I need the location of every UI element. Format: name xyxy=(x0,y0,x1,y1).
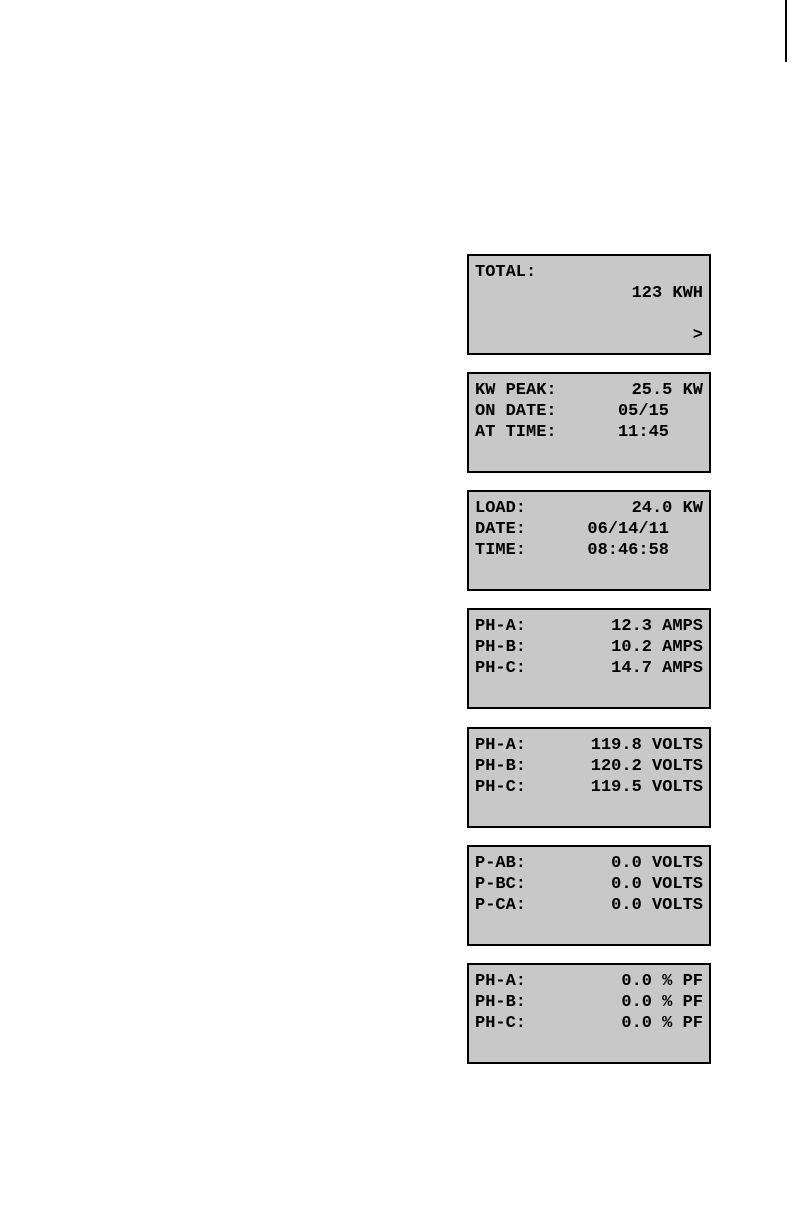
lcd-screen-line-volts xyxy=(467,845,711,946)
lcd-row xyxy=(475,401,703,422)
lcd-label: LOAD: xyxy=(475,499,527,518)
lcd-row xyxy=(475,777,703,798)
lcd-label: PH-B: xyxy=(475,993,527,1012)
lcd-row xyxy=(475,1013,703,1034)
lcd-value: 24.0 KW xyxy=(631,499,703,518)
lcd-label: PH-B: xyxy=(475,757,527,776)
lcd-value: 0.0 % PF xyxy=(621,972,703,991)
lcd-label: P-CA: xyxy=(475,896,527,915)
lcd-screen-total-kwh xyxy=(467,254,711,355)
lcd-row xyxy=(475,658,703,679)
lcd-label: TOTAL: xyxy=(475,263,537,282)
lcd-screen-load xyxy=(467,490,711,591)
lcd-row xyxy=(475,422,703,443)
lcd-value: 14.7 AMPS xyxy=(611,659,703,678)
lcd-row xyxy=(475,380,703,401)
page-edge-line xyxy=(785,0,787,62)
lcd-row xyxy=(475,756,703,777)
lcd-row xyxy=(475,325,703,346)
lcd-row xyxy=(475,540,703,561)
lcd-value: 0.0 % PF xyxy=(621,1014,703,1033)
lcd-row xyxy=(475,637,703,658)
lcd-screen-power-factor xyxy=(467,963,711,1064)
lcd-row xyxy=(475,519,703,540)
lcd-label: PH-A: xyxy=(475,736,527,755)
lcd-row xyxy=(475,283,703,304)
lcd-value: 25.5 KW xyxy=(631,381,703,400)
lcd-value: 0.0 VOLTS xyxy=(611,896,703,915)
lcd-row xyxy=(475,735,703,756)
lcd-row xyxy=(475,262,703,283)
lcd-label: PH-B: xyxy=(475,638,527,657)
lcd-label: PH-C: xyxy=(475,659,527,678)
lcd-value: 119.5 VOLTS xyxy=(590,778,703,797)
next-arrow-indicator: > xyxy=(692,326,703,345)
lcd-row xyxy=(475,971,703,992)
lcd-label: PH-A: xyxy=(475,972,527,991)
lcd-label: AT TIME: xyxy=(475,423,557,442)
lcd-label: ON DATE: xyxy=(475,402,557,421)
lcd-value: 05/15 xyxy=(617,402,669,421)
lcd-label: KW PEAK: xyxy=(475,381,557,400)
lcd-value: 08:46:58 xyxy=(587,541,669,560)
lcd-value: 120.2 VOLTS xyxy=(590,757,703,776)
lcd-row xyxy=(475,616,703,637)
lcd-label: PH-C: xyxy=(475,1014,527,1033)
lcd-screen-kw-peak xyxy=(467,372,711,473)
lcd-screen-amps xyxy=(467,608,711,709)
lcd-row xyxy=(475,992,703,1013)
lcd-row xyxy=(475,498,703,519)
lcd-label: P-AB: xyxy=(475,854,527,873)
lcd-value: 12.3 AMPS xyxy=(611,617,703,636)
lcd-screen-phase-volts xyxy=(467,727,711,828)
lcd-label: PH-A: xyxy=(475,617,527,636)
lcd-value: 0.0 VOLTS xyxy=(611,854,703,873)
lcd-label: TIME: xyxy=(475,541,527,560)
lcd-value: 0.0 VOLTS xyxy=(611,875,703,894)
lcd-label: DATE: xyxy=(475,520,527,539)
lcd-value: 0.0 % PF xyxy=(621,993,703,1012)
lcd-value: 11:45 xyxy=(617,423,669,442)
lcd-label: PH-C: xyxy=(475,778,527,797)
lcd-label: P-BC: xyxy=(475,875,527,894)
lcd-value: 06/14/11 xyxy=(587,520,669,539)
lcd-row xyxy=(475,874,703,895)
lcd-value: 119.8 VOLTS xyxy=(590,736,703,755)
lcd-value: 10.2 AMPS xyxy=(611,638,703,657)
lcd-row xyxy=(475,895,703,916)
lcd-value: 123 KWH xyxy=(631,284,703,303)
lcd-row xyxy=(475,853,703,874)
